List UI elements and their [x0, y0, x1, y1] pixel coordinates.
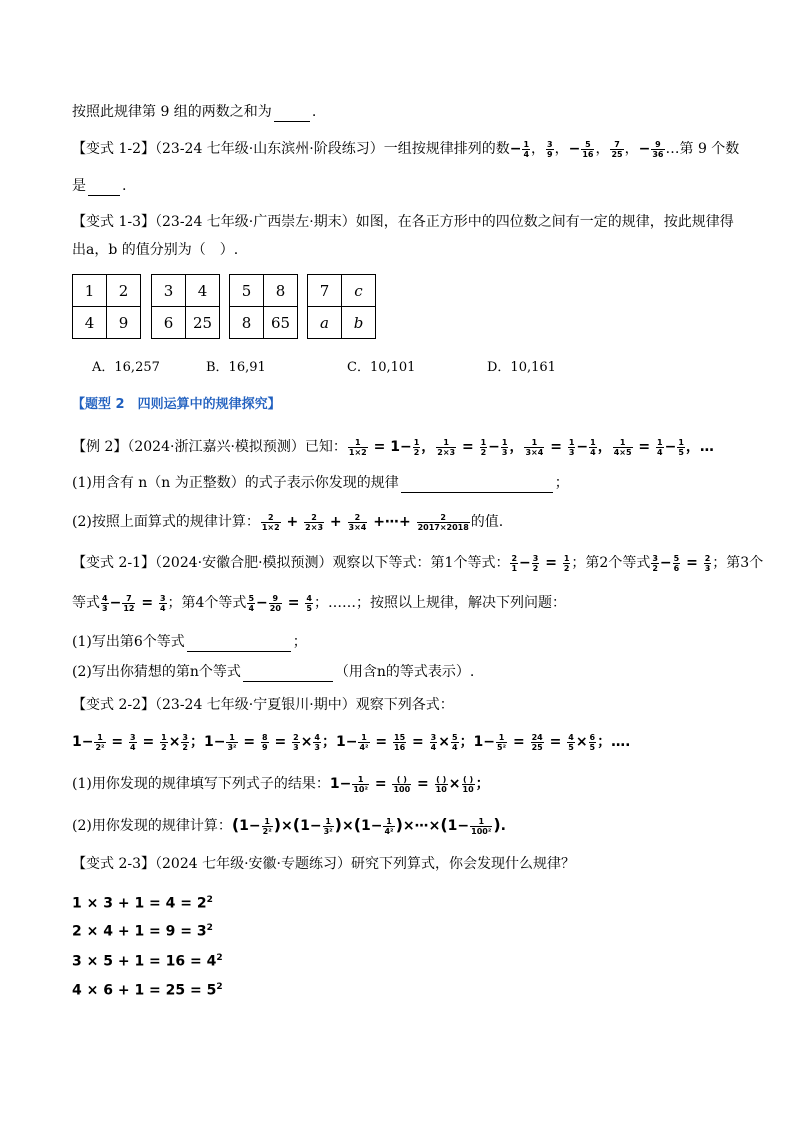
- example-2-q2: [72, 512, 503, 532]
- answer-blank: [88, 195, 120, 196]
- seq-term-2: $\frac{3}{9}$: [547, 139, 553, 159]
- identity-line: [72, 977, 223, 1001]
- example-text: 已知：: [304, 439, 347, 455]
- variant-1-3-line1: [72, 212, 734, 232]
- square-cell: 2: [107, 275, 141, 307]
- variant-text: ；……；按照以上规律，解决下列问题：: [313, 595, 566, 611]
- square-cell: 7: [308, 275, 342, 307]
- seq-term-4: $\frac{7}{25}$: [611, 139, 623, 159]
- square-cell: 4: [186, 275, 220, 307]
- square-cell: 3: [152, 275, 186, 307]
- variant-2-3-line1: [72, 854, 575, 874]
- seq-term-3: − $\frac{5}{16}$: [568, 139, 594, 159]
- equation-4: $\frac{5}{4}$ − $\frac{9}{20}$ = $\frac{4}{5}$: [248, 593, 312, 613]
- fill-in-expression: 1− $\frac{1}{\text{10²}}$ = $\frac{( )}{100}$ = $\frac{( )}{10}$ × $\frac{( )}{10}$ ；: [329, 774, 490, 794]
- prev-question-text: 按照此规律第 9 组的两数之和为: [72, 104, 272, 120]
- variant-source: （23-24 七年级·广西崇左·期末）: [155, 214, 356, 230]
- option-c: C．10,101: [347, 360, 416, 375]
- variant-tag: 【变式 2-3】: [72, 856, 155, 872]
- variant-text: 观察以下等式：第1个等式：: [332, 555, 510, 571]
- topic-2-header: 【题型 2 四则运算中的规律探究】: [72, 397, 281, 412]
- question-text: (2)按照上面算式的规律计算：: [72, 514, 260, 530]
- variant-2-1-line2: [72, 593, 566, 613]
- question-text: (2)写出你猜想的第n个等式: [72, 664, 241, 680]
- variant-text-3: 是: [72, 178, 86, 194]
- variant-source: （2024·安徽合肥·模拟预测）: [155, 555, 333, 571]
- example-tag: 【例 2】: [72, 439, 128, 455]
- square-cell: 8: [264, 275, 298, 307]
- example-2-equations: $\frac{1}{1\times 2}$ = 1− $\frac{1}{2}$ ， $\frac{1}{2\times 3}$ = $\frac{1}{2}$ − $\frac{1}{3}$ ， $\frac{1}{3\times 4}$ = $\frac{1}{3}$ − $\frac{1}{4}$ ， $\frac{1}{4\times 5}$ = $\frac{1}{4}$ − $\frac{1}{5}$ ，…: [348, 437, 714, 457]
- variant-tag: 【变式 1-3】: [72, 214, 155, 230]
- variant-source: （23-24 七年级·宁夏银川·期中）: [155, 697, 356, 713]
- variant-text-2: 出a，b 的值分别为（ ）.: [72, 242, 239, 258]
- example-2-q1: [72, 473, 569, 493]
- example-2-line1: [72, 437, 714, 457]
- variant-2-2-line1: [72, 695, 454, 715]
- variant-tag: 【变式 1-2】: [72, 141, 155, 157]
- exponent: 2: [216, 953, 223, 963]
- period: .: [122, 178, 127, 194]
- identity-text: 3 × 5 + 1 = 16 = 4: [72, 953, 217, 970]
- variant-2-2-q1: [72, 774, 490, 794]
- square-cell: 1: [73, 275, 107, 307]
- answer-blank: [401, 492, 553, 493]
- variant-2-1-q1: [72, 632, 307, 652]
- option-a: A．16,257: [92, 360, 160, 375]
- variant-tag: 【变式 2-2】: [72, 697, 155, 713]
- prev-question-tail: [72, 102, 316, 122]
- variant-1-3-line2: [72, 240, 238, 260]
- square-cell: 8: [230, 307, 264, 339]
- number-square-1: [72, 274, 141, 339]
- square-cell: 5: [230, 275, 264, 307]
- number-square-3: [229, 274, 298, 339]
- square-cell: 6: [152, 307, 186, 339]
- question-text: (1)用含有 n（n 为正整数）的式子表示你发现的规律: [72, 475, 399, 491]
- square-cell: 25: [186, 307, 220, 339]
- variant-text: 研究下列算式，你会发现什么规律？: [350, 856, 575, 872]
- answer-blank: [274, 121, 310, 122]
- variant-text: ；第4个等式: [167, 595, 247, 611]
- exponent: 2: [206, 895, 213, 905]
- square-cell: 4: [73, 307, 107, 339]
- variant-source: （2024 七年级·安徽·专题练习）: [155, 856, 351, 872]
- number-square-2: [151, 274, 220, 339]
- equation-1: $\frac{2}{1}$ − $\frac{3}{2}$ = $\frac{1}{2}$: [511, 553, 570, 573]
- exponent: 2: [216, 982, 223, 992]
- variant-text: 等式: [72, 595, 100, 611]
- identity-line: [72, 890, 213, 914]
- identity-text: 4 × 6 + 1 = 25 = 5: [72, 982, 217, 999]
- variant-text: 观察下列各式：: [355, 697, 454, 713]
- exponent: 2: [206, 923, 213, 933]
- period: .: [311, 104, 317, 120]
- answer-blank: [187, 651, 291, 652]
- variant-tag: 【变式 2-1】: [72, 555, 155, 571]
- square-cell: c: [342, 275, 376, 307]
- variant-text: 如图，在各正方形中的四位数之间有一定的规律，按此规律得: [355, 214, 734, 230]
- equation-2: $\frac{3}{2}$ − $\frac{5}{6}$ = $\frac{2}{3}$: [652, 553, 711, 573]
- square-cell: 9: [107, 307, 141, 339]
- equation-3: $\frac{4}{3}$ − $\frac{7}{12}$ = $\frac{3}{4}$: [102, 593, 166, 613]
- variant-text: ；第3个: [712, 555, 764, 571]
- answer-blank: [243, 681, 333, 682]
- option-b: B．16,91: [206, 360, 266, 375]
- variant-1-2-line2: [72, 176, 126, 196]
- option-d: D．10,161: [487, 360, 556, 375]
- variant-text-2: …第 9 个数: [665, 141, 740, 157]
- variant-1-2-line1: 【变式 1-2】（23-24 七年级·山东滨州·阶段练习）一组按规律排列的数− $\frac{1}{4}$ ， $\frac{3}{9}$ ，− $\frac{5}{16}$ ， $\frac{7}{25}$ ，− $\frac{9}{36}$ …第 9 个数: [72, 139, 740, 159]
- variant-text: 一组按规律排列的数: [383, 141, 510, 157]
- variant-2-2-q2: [72, 815, 506, 836]
- number-square-4: [307, 274, 376, 339]
- semicolon: ；: [554, 475, 569, 491]
- question-text: (2)用你发现的规律计算：: [72, 818, 232, 834]
- variant-text: ；第2个等式: [571, 555, 651, 571]
- identity-line: [72, 918, 213, 942]
- identity-line: [72, 948, 223, 972]
- variant-2-1-q2: [72, 662, 474, 682]
- variant-2-1-line1: [72, 553, 763, 573]
- question-text-end: （用含n的等式表示）.: [334, 664, 475, 680]
- identity-text: 1 × 3 + 1 = 4 = 2: [72, 895, 207, 912]
- question-text-end: 的值.: [470, 514, 504, 530]
- variant-source: （23-24 七年级·山东滨州·阶段练习）: [155, 141, 384, 157]
- seq-term-5: − $\frac{9}{36}$: [638, 139, 664, 159]
- question-text: (1)写出第6个等式: [72, 634, 185, 650]
- example-2-sum-expression: $\frac{2}{1\times 2}$ + $\frac{2}{2\times 3}$ + $\frac{2}{3\times 4}$ +⋯+ $\frac{2}{2017\times 2018}$: [261, 512, 469, 532]
- semicolon: ；: [292, 634, 307, 650]
- square-cell: b: [342, 307, 376, 339]
- variant-2-2-equations: 1− $\frac{1}{\text{2²}}$ = $\frac{3}{4}$ = $\frac{1}{2}$ × $\frac{3}{2}$ ；1− $\frac{1}{\text{3²}}$ = $\frac{8}{9}$ = $\frac{2}{3}$ × $\frac{4}{3}$ ；1− $\frac{1}{\text{4²}}$ = $\frac{15}{16}$ = $\frac{3}{4}$ × $\frac{5}{4}$ ；1− $\frac{1}{\text{5²}}$ = $\frac{24}{25}$ = $\frac{4}{5}$ × $\frac{6}{5}$ ；….: [72, 732, 631, 752]
- square-cell: a: [308, 307, 342, 339]
- question-text: (1)用你发现的规律填写下列式子的结果：: [72, 776, 330, 792]
- seq-term-1: − $\frac{1}{4}$: [509, 139, 530, 159]
- example-source: （2024·浙江嘉兴·模拟预测）: [127, 439, 305, 455]
- identity-text: 2 × 4 + 1 = 9 = 3: [72, 923, 207, 940]
- product-expression: (1− $\frac{1}{\text{2²}}$ )×(1− $\frac{1}{\text{3²}}$ )×(1− $\frac{1}{\text{4²}}$ )×⋯×(1− $\frac{1}{\text{100²}}$ ).: [231, 815, 506, 836]
- square-cell: 65: [264, 307, 298, 339]
